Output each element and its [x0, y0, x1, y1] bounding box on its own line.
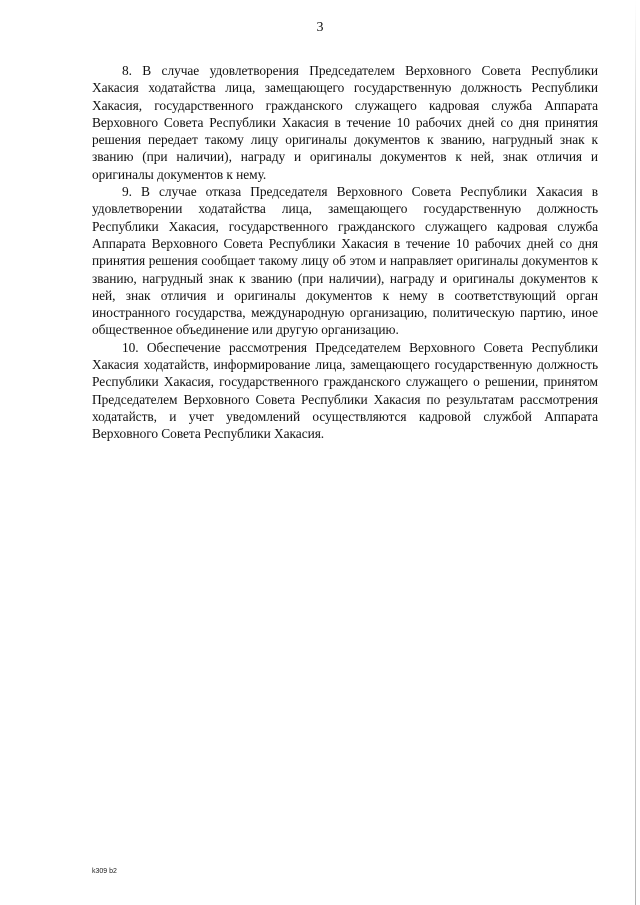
scan-edge-shadow	[635, 0, 636, 905]
paragraph-8: 8. В случае удовлетворения Председателем Верховного Совета Республики Хакасия ходатайства лица, замещающего государственную должность Республики Хакасия, государственного гражданского служащего кадровая служба Аппарата Верховного Совета Республики Хакасия в течение 10 рабочих дней со дня принятия решения передает такому лицу оригиналы документов к званию, нагрудный знак к званию (при наличии), награду и оригиналы документов к ней, знак отличия и оригиналы документов к нему.	[92, 63, 598, 182]
page-number: 3	[316, 20, 324, 35]
paragraph-10: 10. Обеспечение рассмотрения Председателем Верховного Совета Республики Хакасия ходатайств, информирование лица, замещающего государственную должность Республики Хакасия, государственного гражданского служащего о решении, принятом Председателем Верховного Совета Республики Хакасия по результатам рассмотрения ходатайств, и учет уведомлений осуществляются кадровой службой Аппарата Верховного Совета Республики Хакасия.	[92, 339, 598, 442]
document-body	[92, 62, 598, 443]
paragraph-9: 9. В случае отказа Председателя Верховного Совета Республики Хакасия в удовлетворении ходатайства лица, замещающего государственную должность Республики Хакасия, государственного гражданского служащего кадровая служба Аппарата Верховного Совета Республики Хакасия в течение 10 рабочих дней со дня принятия решения сообщает такому лицу об этом и направляет оригиналы документов к званию, нагрудный знак к званию (при наличии), награду и оригиналы документов к ней, знак отличия и оригиналы документов к нему в соответствующий орган иностранного государства, международную организацию, политическую партию, иное общественное объединение или другую организацию.	[92, 184, 598, 338]
document-code: k309 b2	[92, 868, 117, 875]
